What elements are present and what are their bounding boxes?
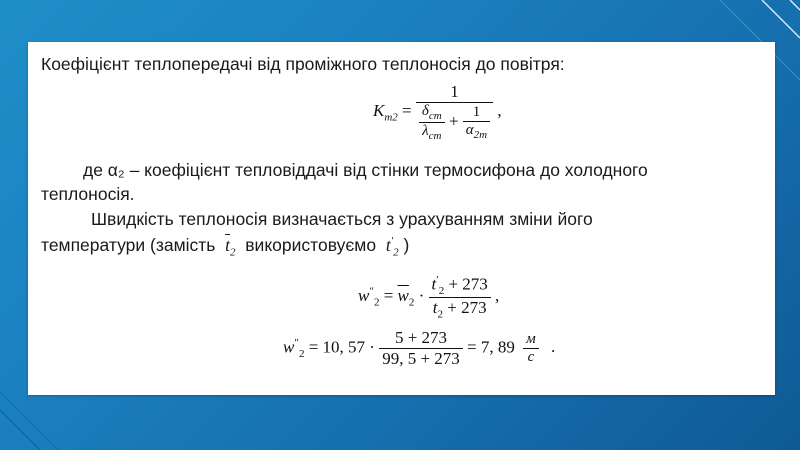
paragraph-velocity-line1: Швидкість теплоносія визначається з урахуванням зміни його bbox=[91, 209, 593, 229]
paragraph-velocity-line2: температури (замість $\overline{t}_2$ використовуємо $t'_2$ ) bbox=[41, 235, 410, 259]
formula-w-fraction: $\frac{t'_2 + 273}{\overline{t}_2 + 273}$ bbox=[429, 274, 491, 320]
formula-k-lhs-sub: т2 bbox=[384, 111, 398, 124]
corner-line-4 bbox=[0, 410, 40, 450]
formula-k-denominator bbox=[416, 102, 493, 142]
formula-heat-transfer-coefficient bbox=[373, 82, 502, 142]
formula-k-lhs: K bbox=[373, 100, 385, 120]
corner-line-1 bbox=[762, 0, 800, 38]
formula-k-numerator: 1 bbox=[450, 82, 459, 101]
corner-line-5 bbox=[0, 392, 58, 450]
formula-k-equals: = bbox=[402, 100, 412, 120]
corner-line-2 bbox=[790, 0, 800, 10]
one-alpha-fraction: $\frac{1}{\alpha_{2т}}$ bbox=[463, 104, 490, 141]
formula-calc-fraction: $\frac{5 + 273}{99, 5 + 273}$ bbox=[379, 328, 463, 369]
t2-prime-symbol: t bbox=[385, 235, 391, 255]
formula-k-comma: , bbox=[497, 100, 502, 120]
formula-k-plus: + bbox=[448, 111, 459, 131]
paragraph-alpha-definition-line2: теплоносія. bbox=[41, 184, 135, 204]
content-panel bbox=[28, 42, 775, 395]
formula-velocity-calculation: $w''_2 = 10$, 57 · $\frac{5 + 273}{99, 5 + 273}$ = 7, 89 $\frac{м}{с}$ . bbox=[283, 328, 556, 368]
paragraph-coefficient-intro: Коефіцієнт теплопередачі від проміжного теплоносія до повітря: bbox=[41, 54, 565, 74]
lambda-symbol: λ bbox=[422, 123, 429, 139]
unit-m-per-s: $\frac{м}{с}$ bbox=[523, 331, 539, 366]
delta-symbol: δ bbox=[421, 103, 429, 119]
formula-velocity: $w''_2 = \overline{w}_2$ · $\frac{t'_2 + 273}{\overline{t}_2 + 273}$ , bbox=[358, 274, 500, 321]
delta-lambda-fraction: $\frac{\delta_{ст}}{\lambda_{ст}}$ bbox=[419, 103, 445, 142]
alpha-symbol: α bbox=[465, 122, 474, 138]
paragraph-alpha-definition-line1: де α₂ – коефіцієнт тепловіддачі від стінки термосифона до холодного bbox=[83, 160, 648, 180]
t2-bar-symbol: $\overline{t}$ bbox=[225, 235, 231, 255]
formula-k-fraction bbox=[416, 82, 493, 142]
